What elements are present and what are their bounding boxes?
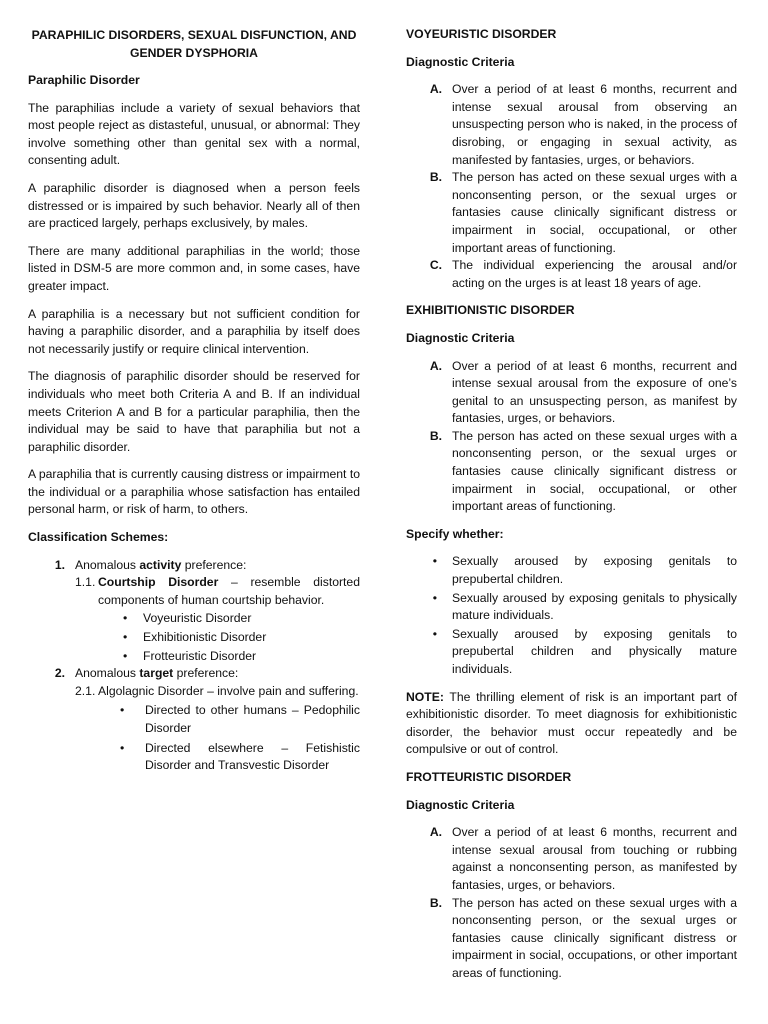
- list-item: [28, 665, 360, 683]
- item-bold-text: target: [139, 666, 174, 681]
- item-text: Directed elsewhere – Fetishistic Disorder and Transvestic Disorder: [145, 740, 360, 773]
- criterion-text: Over a period of at least 6 months, recurrent and intense sexual arousal from observing an unsuspecting person who is naked, in the process of disrobing, or engaging in sexual activity, as manifested by fantasies, urges, or behaviors.: [452, 82, 737, 167]
- section-heading-paraphilic-disorder: Paraphilic Disorder: [28, 73, 140, 87]
- right-column: [406, 26, 737, 993]
- criterion-letter: A.: [429, 358, 442, 373]
- list-number: 2.: [54, 666, 65, 681]
- list-item: [28, 557, 360, 575]
- item-text: preference:: [173, 666, 239, 681]
- note-text: The thrilling element of risk is an important part of exhibitionistic disorder. To meet diagnosis for exhibitionistic disorder, the behavior must occur repeatedly and be compulsive or out of control.: [406, 689, 737, 757]
- list-item: [28, 648, 360, 666]
- bullet-icon: •: [123, 611, 128, 626]
- item-text: preference:: [181, 557, 247, 572]
- list-item: [28, 574, 360, 609]
- list-item: [28, 610, 360, 628]
- list-number: 1.1.: [75, 575, 96, 590]
- paragraph: A paraphilia is a necessary but not sufficient condition for having a paraphilic disorder, and a paraphilia by itself does not necessarily justify or require clinical intervention.: [28, 306, 360, 356]
- criterion-item: [406, 81, 737, 169]
- list-item: [28, 683, 360, 701]
- criterion-text: The person has acted on these sexual urges with a nonconsenting person, or the sexual urges or fantasies cause clinically significant distress or impairment in social, occupational, or other important areas of functioning.: [452, 428, 737, 514]
- list-item: [406, 626, 737, 679]
- bullet-icon: •: [123, 648, 128, 663]
- item-text: Sexually aroused by exposing genitals to physically mature individuals.: [452, 590, 737, 623]
- criterion-item: [406, 358, 737, 428]
- criterion-item: [406, 428, 737, 516]
- item-text: Exhibitionistic Disorder: [143, 630, 267, 645]
- list-number: 2.1.: [75, 683, 96, 698]
- criterion-letter: B.: [429, 895, 442, 910]
- criterion-text: Over a period of at least 6 months, recurrent and intense sexual arousal from the exposure of one’s genital to an unsuspecting person, as manifest by fantasies, urges, or behaviors.: [452, 358, 737, 426]
- frotteuristic-criteria-list: [406, 824, 737, 982]
- item-text: Algolagnic Disorder – involve pain and suffering.: [98, 683, 359, 698]
- item-text: Sexually aroused by exposing genitals to prepubertal children and physically mature individuals.: [452, 626, 737, 676]
- criterion-text: The individual experiencing the arousal and/or acting on the urges is at least 18 years of age.: [452, 258, 737, 290]
- item-bold-text: Courtship Disorder: [98, 575, 219, 590]
- exhibitionistic-criteria-list: [406, 358, 737, 516]
- criterion-item: [406, 895, 737, 983]
- left-column: [28, 26, 360, 775]
- classification-list: [28, 557, 360, 775]
- voyeuristic-criteria-list: [406, 81, 737, 292]
- item-text: Directed to other humans – Pedophilic Disorder: [145, 703, 360, 735]
- paragraph: A paraphilia that is currently causing distress or impairment to the individual or a paraphilia whose satisfaction has entailed personal harm, or risk of harm, to others.: [28, 467, 360, 517]
- bullet-icon: •: [432, 554, 437, 569]
- specify-list: [406, 553, 737, 678]
- item-text: Anomalous: [75, 557, 140, 572]
- criterion-letter: A.: [429, 82, 442, 97]
- list-item: [28, 740, 360, 775]
- criterion-text: The person has acted on these sexual urges with a nonconsenting person, or the sexual urges or fantasies cause clinically significant distress or impairment in social, occupations, or other important areas of functioning.: [452, 895, 737, 980]
- item-text: – resemble distorted components of human courtship behavior.: [98, 575, 360, 607]
- diagnostic-criteria-heading: Diagnostic Criteria: [406, 330, 515, 345]
- list-item: [406, 590, 737, 625]
- list-item: [28, 629, 360, 647]
- criterion-text: Over a period of at least 6 months, recurrent and intense sexual arousal from touching or rubbing against a nonconsenting person, as manifested by fantasies, urges, or behaviors.: [452, 825, 737, 892]
- paragraph: There are many additional paraphilias in the world; those listed in DSM-5 are more common and, in some cases, have greater impact.: [28, 243, 360, 293]
- frotteuristic-heading: FROTTEURISTIC DISORDER: [406, 769, 572, 784]
- bullet-icon: •: [432, 590, 437, 605]
- specify-heading: Specify whether:: [406, 526, 504, 541]
- criterion-item: [406, 169, 737, 257]
- criterion-item: [406, 824, 737, 894]
- list-item: [406, 553, 737, 588]
- item-text: Frotteuristic Disorder: [143, 648, 257, 663]
- bullet-icon: •: [432, 626, 437, 641]
- classification-heading: Classification Schemes:: [28, 530, 169, 545]
- document-title: PARAPHILIC DISORDERS, SEXUAL DISFUNCTION, AND GENDER DYSPHORIA: [31, 28, 357, 60]
- item-text: Sexually aroused by exposing genitals to prepubertal children.: [452, 554, 737, 587]
- item-bold-text: activity: [139, 557, 182, 572]
- note-label: NOTE:: [406, 689, 444, 704]
- paragraph: The paraphilias include a variety of sexual behaviors that most people reject as distasteful, unusual, or abnormal: They involve something other than genital sex with a normal, consenting adult.: [28, 100, 360, 168]
- item-text: Voyeuristic Disorder: [143, 611, 252, 626]
- criterion-text: The person has acted on these sexual urges with a nonconsenting person, or the sexual urges or fantasies cause clinically significant distress or impairment in social, occupational, or other important areas of functioning.: [452, 170, 737, 255]
- criterion-item: [406, 257, 737, 292]
- criterion-letter: A.: [429, 825, 442, 840]
- note-paragraph: [406, 689, 737, 759]
- list-number: 1.: [54, 557, 65, 572]
- paragraph: The diagnosis of paraphilic disorder should be reserved for individuals who meet both Criteria A and B. If an individual meets Criterion A and B for a particular paraphilia, then the individual may be said to have that paraphilia but not a paraphilic disorder.: [28, 369, 360, 454]
- diagnostic-criteria-heading: Diagnostic Criteria: [406, 797, 515, 812]
- diagnostic-criteria-heading: Diagnostic Criteria: [406, 54, 515, 69]
- exhibitionistic-heading: EXHIBITIONISTIC DISORDER: [406, 303, 575, 318]
- bullet-icon: •: [123, 630, 128, 645]
- criterion-letter: B.: [429, 170, 442, 185]
- criterion-letter: C.: [429, 258, 442, 273]
- item-text: Anomalous: [75, 666, 140, 681]
- bullet-icon: •: [120, 740, 125, 755]
- voyeuristic-heading: VOYEURISTIC DISORDER: [406, 27, 557, 41]
- bullet-icon: •: [120, 703, 125, 718]
- paragraph: A paraphilic disorder is diagnosed when a person feels distressed or is impaired by such behavior. Nearly all of then are practiced largely, perhaps exclusively, by males.: [28, 180, 360, 231]
- list-item: [28, 702, 360, 737]
- criterion-letter: B.: [429, 428, 442, 443]
